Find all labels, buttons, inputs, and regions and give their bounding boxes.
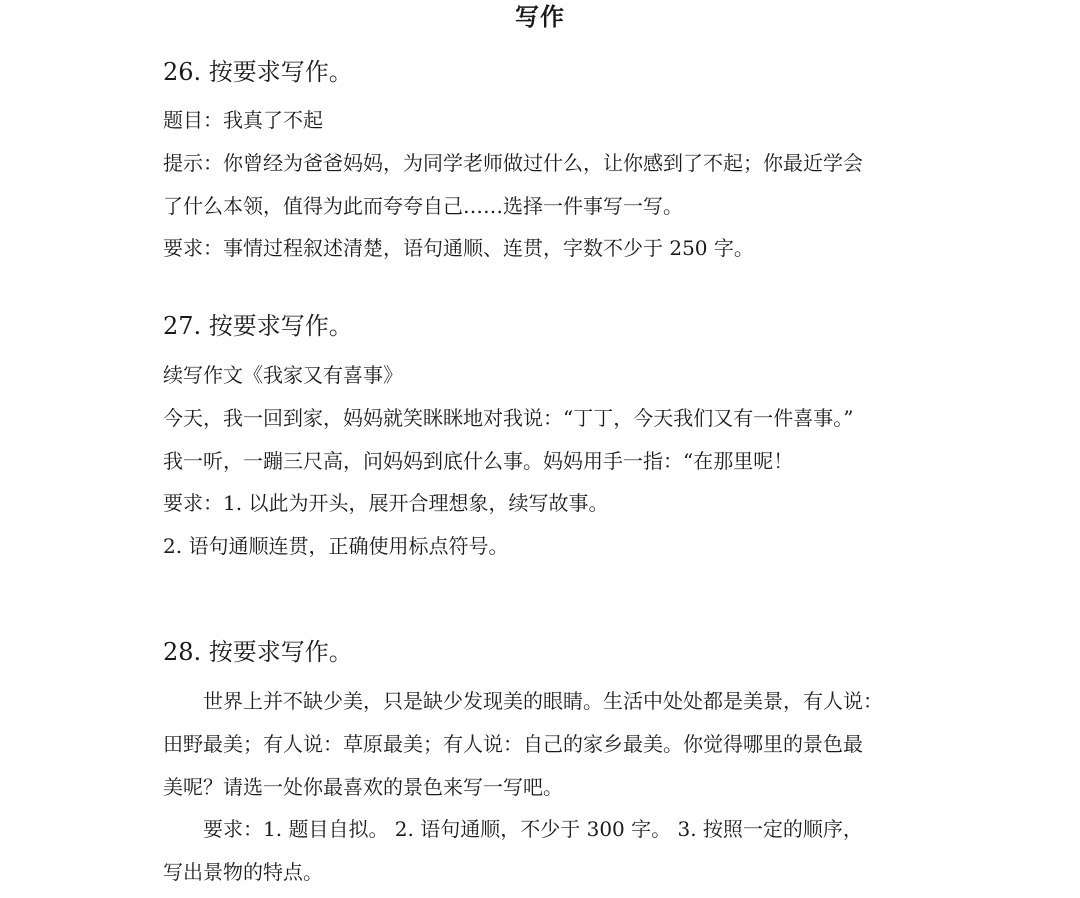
question-27-requirement-2: 2. 语句通顺连贯，正确使用标点符号。 [163,534,509,558]
question-27-requirement-1: 要求：1. 以此为开头，展开合理想象，续写故事。 [163,491,609,515]
question-26-requirement: 要求：事情过程叙述清楚，语句通顺、连贯，字数不少于 250 字。 [163,236,754,260]
question-27-story-line-2: 我一听，一蹦三尺高，问妈妈到底什么事。妈妈用手一指：“在那里呢！ [163,449,794,473]
question-28-prompt-line-2: 田野最美；有人说：草原最美；有人说：自己的家乡最美。你觉得哪里的景色最 [163,732,863,756]
question-26-heading: 26. 按要求写作。 [163,58,353,86]
question-27-topic: 续写作文《我家又有喜事》 [163,363,403,387]
question-28-requirement-line-2: 写出景物的特点。 [163,860,323,884]
page-title: 写作 [515,3,565,31]
question-28-heading: 28. 按要求写作。 [163,638,353,666]
question-28-prompt-line-3: 美呢？请选一处你最喜欢的景色来写一写吧。 [163,775,563,799]
question-28-prompt-line-1: 世界上并不缺少美，只是缺少发现美的眼睛。生活中处处都是美景，有人说： [203,689,883,713]
question-28-requirement-line-1: 要求：1. 题目自拟。 2. 语句通顺，不少于 300 字。 3. 按照一定的顺序， [203,817,863,841]
question-27-story-line-1: 今天，我一回到家，妈妈就笑眯眯地对我说：“丁丁，今天我们又有一件喜事。” [163,406,854,430]
question-26-hint-line-1: 提示：你曾经为爸爸妈妈，为同学老师做过什么，让你感到了不起；你最近学会 [163,151,863,175]
question-26-topic: 题目：我真了不起 [163,108,323,132]
question-26-hint-line-2: 了什么本领，值得为此而夸夸自己……选择一件事写一写。 [163,194,683,218]
question-27-heading: 27. 按要求写作。 [163,312,353,340]
